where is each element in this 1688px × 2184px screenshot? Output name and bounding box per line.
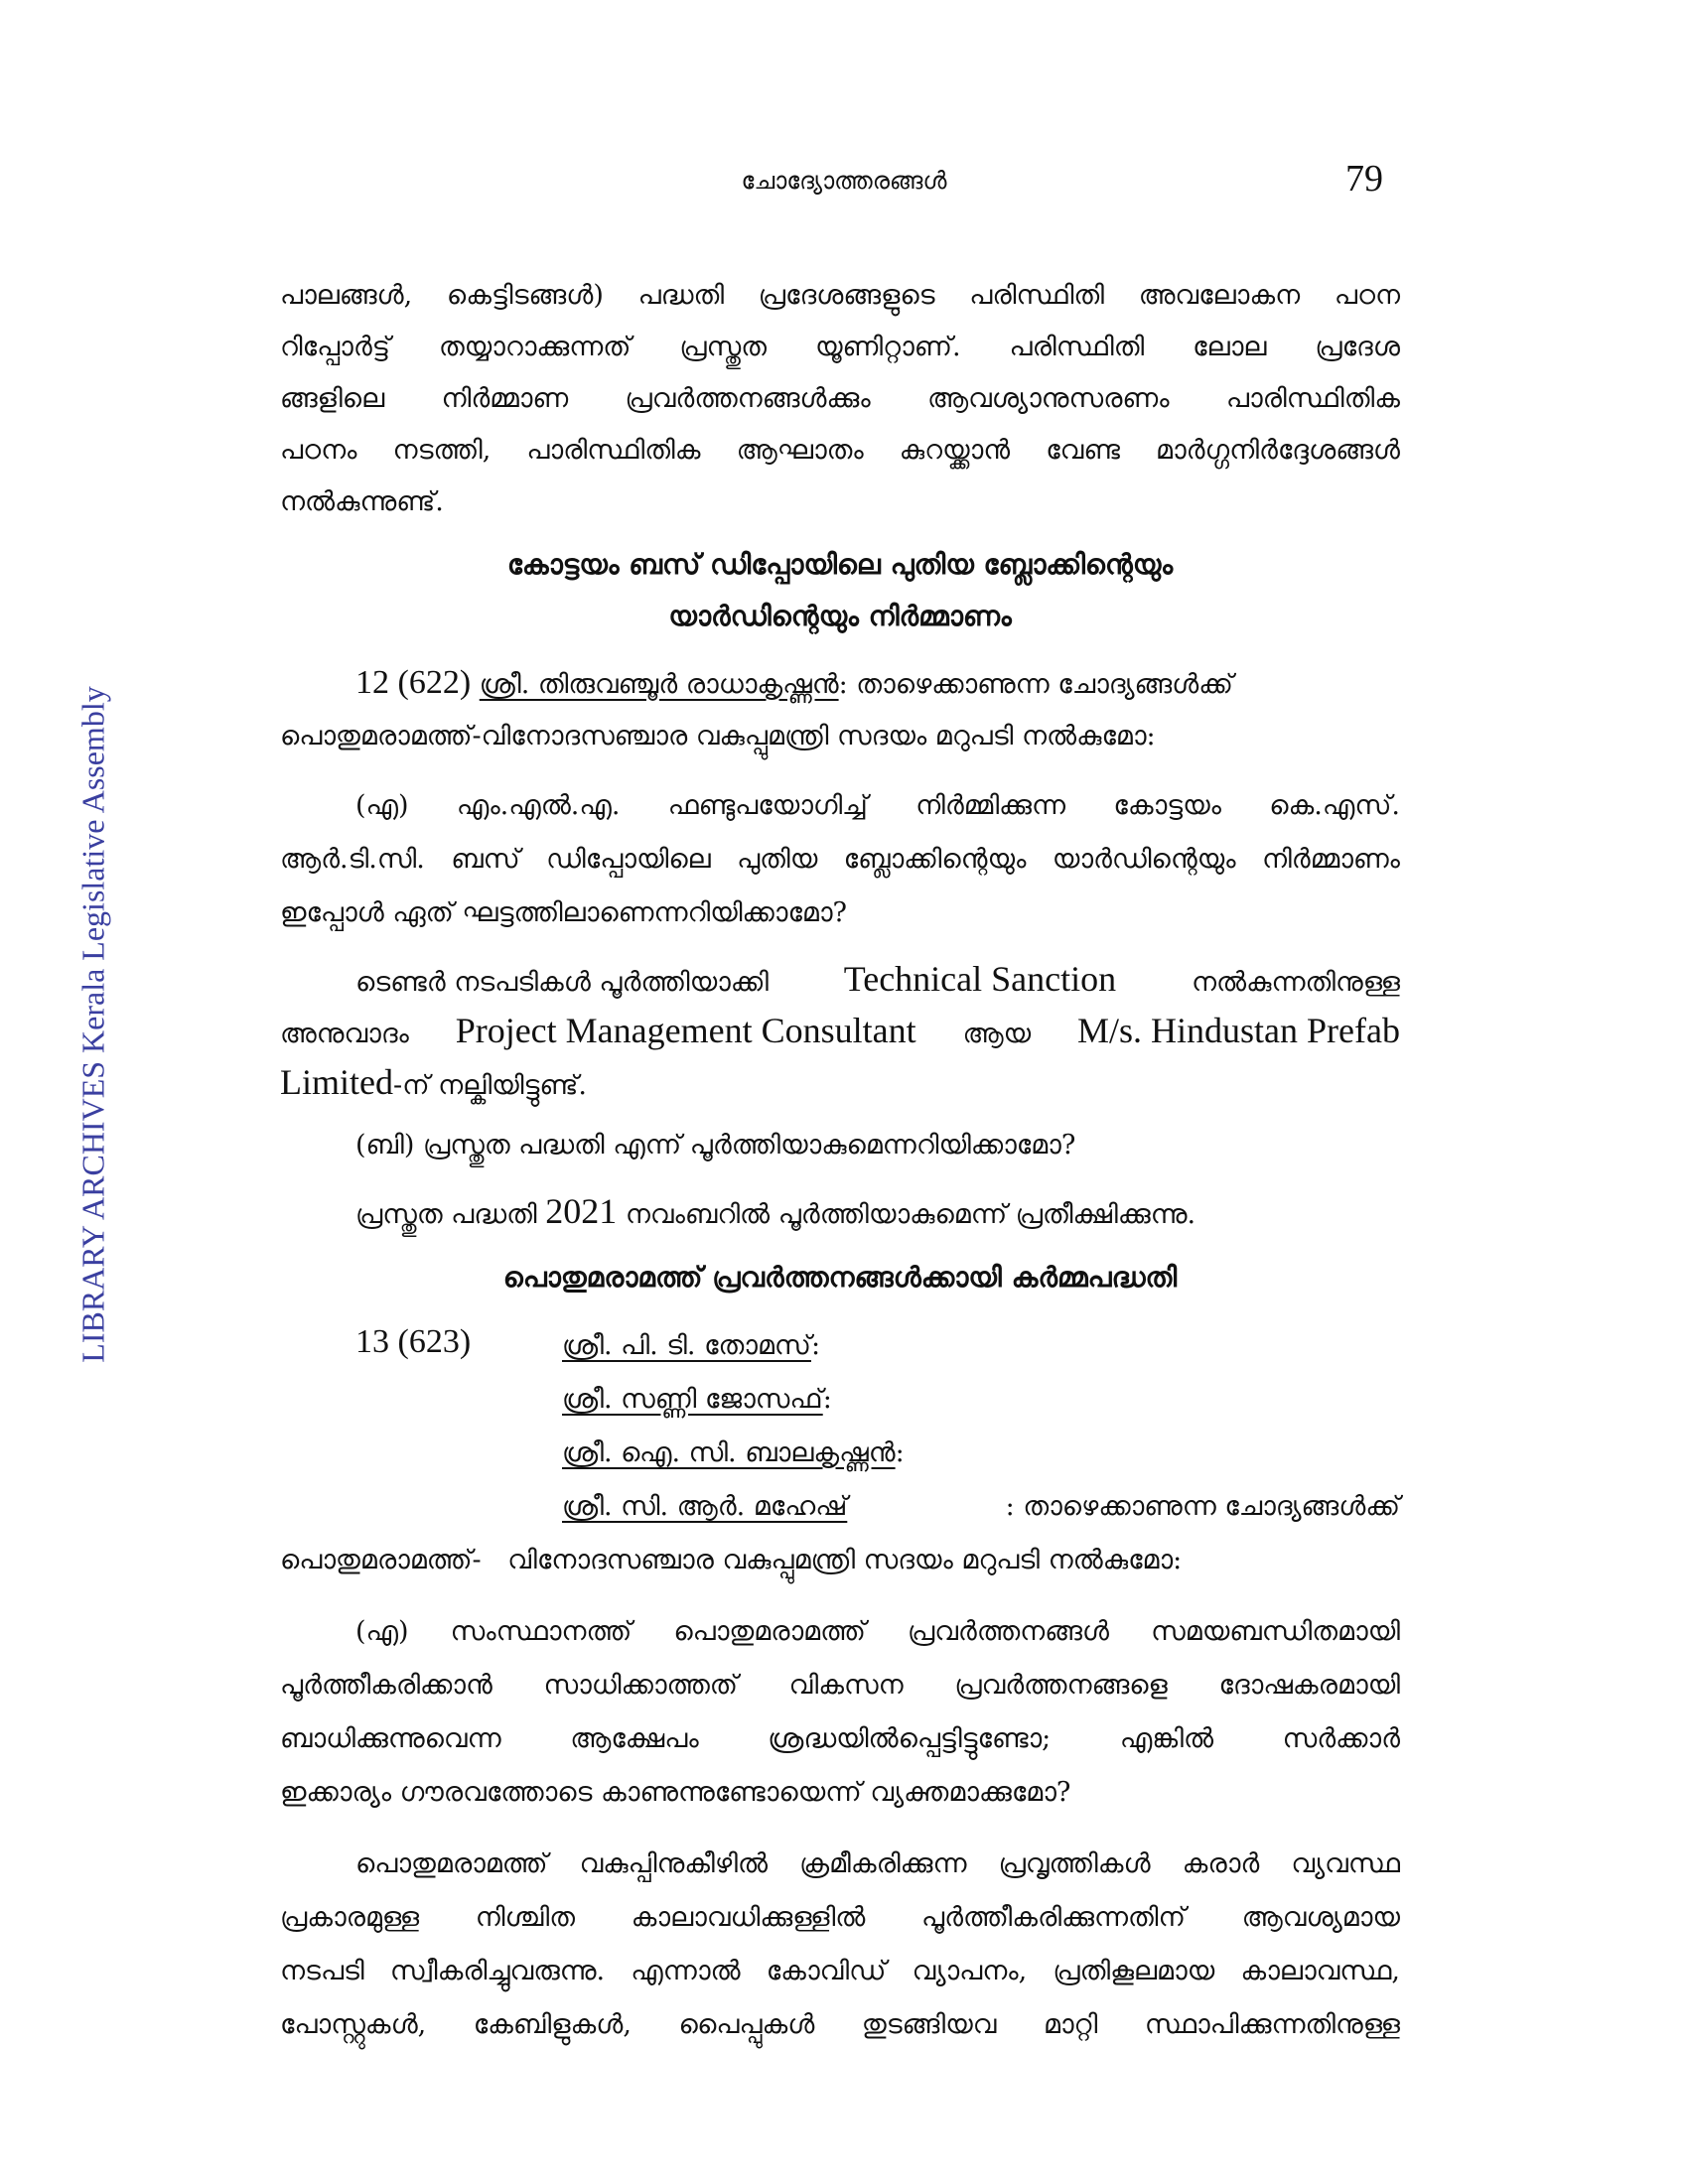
intro-line: പഠനം നടത്തി, പാരിസ്ഥിതിക ആഘാതം കുറയ്ക്കാൻ വേണ്ട മാർഗ്ഗനിർദ്ദേശങ്ങൾ: [280, 435, 1400, 466]
library-archives-watermark: LIBRARY ARCHIVES Kerala Legislative Assembly: [74, 686, 111, 1363]
member-line: [562, 1433, 1400, 1473]
question-a-line: ഇപ്പോൾ ഏത് ഘട്ടത്തിലാണെന്നറിയിക്കാമോ?: [280, 897, 847, 928]
question-b: (ബി) പ്രസ്തുത പദ്ധതി എന്ന് പൂർത്തിയാകുമെന്നറിയിക്കാമോ?: [355, 1130, 1076, 1160]
question-intro-text: : താഴെക്കാണുന്ന ചോദ്യങ്ങൾക്ക്: [838, 669, 1233, 700]
answer-a-line: പൊതുമരാമത്ത് വകുപ്പിനുകീഴിൽ ക്രമീകരിക്കുന്ന പ്രവൃത്തികൾ കരാർ വ്യവസ്ഥ: [355, 1848, 1400, 1879]
question-intro-text: വിനോദസഞ്ചാര വകുപ്പുമന്ത്രി സദയം മറുപടി നൽകുമോ:: [507, 1545, 1183, 1575]
page-number: 79: [1345, 158, 1383, 200]
answer-text: പ്രസ്തുത പദ്ധതി: [355, 1199, 537, 1230]
answer-text: ആയ: [962, 1019, 1032, 1049]
member-name: ശ്രീ. ഐ. സി. ബാലകൃഷ്ണൻ: [562, 1437, 896, 1468]
answer-text: Technical Sanction: [843, 959, 1117, 999]
question-a-line: (എ) എം.എൽ.എ. ഫണ്ടുപയോഗിച്ച് നിർമ്മിക്കുന്ന കോട്ടയം കെ.എസ്.: [355, 790, 1400, 821]
answer-a-line: [355, 959, 1400, 1003]
question-intro: [355, 663, 1400, 705]
answer-text: ടെണ്ടർ നടപടികൾ പൂർത്തിയാക്കി: [355, 967, 769, 998]
answer-a-line: [280, 1011, 1400, 1054]
member-name: ശ്രീ. തിരുവഞ്ചൂർ രാധാകൃഷ്ണൻ: [479, 669, 839, 700]
member-name: ശ്രീ. പി. ടി. തോമസ്: [562, 1330, 811, 1361]
answer-b: [355, 1191, 1400, 1235]
answer-text: Project Management Consultant: [455, 1011, 916, 1050]
intro-line: നൽകുന്നുണ്ട്.: [280, 486, 444, 517]
question-intro-text: : താഴെക്കാണുന്ന ചോദ്യങ്ങൾക്ക്: [1005, 1491, 1400, 1522]
member-line: [562, 1326, 1400, 1366]
page-header-title: ചോദ്യോത്തരങ്ങൾ: [741, 167, 947, 195]
answer-a-line: പ്രകാരമുള്ള നിശ്ചിത കാലാവധിക്കുള്ളിൽ പൂർത്തീകരിക്കുന്നതിന് ആവശ്യമായ: [280, 1902, 1400, 1933]
answer-a-line: [280, 1062, 1400, 1106]
member-colon: :: [810, 1330, 821, 1361]
section-heading: യാർഡിന്റെയും നിർമ്മാണം: [668, 600, 1012, 632]
answer-text: അനുവാദം: [280, 1019, 409, 1049]
answer-text: M/s. Hindustan Prefab: [1077, 1011, 1400, 1050]
question-intro-line: പൊതുമരാമത്ത്-വിനോദസഞ്ചാര വകുപ്പുമന്ത്രി സദയം മറുപടി നൽകുമോ:: [280, 721, 1156, 751]
intro-line: പാലങ്ങൾ, കെട്ടിടങ്ങൾ) പദ്ധതി പ്രദേശങ്ങളുടെ പരിസ്ഥിതി അവലോകന പഠന: [280, 280, 1400, 311]
question-a-line: ആർ.ടി.സി. ബസ് ഡിപ്പോയിലെ പുതിയ ബ്ലോക്കിന്റെയും യാർഡിന്റെയും നിർമ്മാണം: [280, 844, 1400, 875]
question-intro-text: പൊതുമരാമത്ത്-: [280, 1545, 482, 1575]
answer-text: -ന് നല്കിയിട്ടുണ്ട്.: [392, 1070, 587, 1101]
member-line: [562, 1380, 1400, 1420]
member-name: ശ്രീ. സി. ആർ. മഹേഷ്: [562, 1491, 848, 1522]
intro-line: ങ്ങളിലെ നിർമ്മാണ പ്രവർത്തനങ്ങൾക്കും ആവശ്യാനുസരണം പാരിസ്ഥിതിക: [280, 383, 1400, 414]
answer-text: നവംബറിൽ പൂർത്തിയാകുമെന്ന് പ്രതീക്ഷിക്കുന്നു.: [625, 1199, 1196, 1230]
member-line: [562, 1487, 1400, 1527]
question-a-line: ബാധിക്കുന്നുവെന്ന ആക്ഷേപം ശ്രദ്ധയിൽപ്പെട്ടിട്ടുണ്ടോ; എങ്കിൽ സർക്കാർ: [280, 1723, 1400, 1754]
question-a-line: ഇക്കാര്യം ഗൗരവത്തോടെ കാണുന്നുണ്ടോയെന്ന് വ്യക്തമാക്കുമോ?: [280, 1777, 1071, 1808]
answer-text: നൽകുന്നതിനുള്ള: [1191, 967, 1400, 998]
section-heading: കോട്ടയം ബസ് ഡിപ്പോയിലെ പുതിയ ബ്ലോക്കിന്റെയും: [506, 548, 1174, 581]
question-intro-line: [280, 1541, 1400, 1580]
intro-line: റിപ്പോർട്ട് തയ്യാറാക്കുന്നത് പ്രസ്തുത യൂണിറ്റാണ്. പരിസ്ഥിതി ലോല പ്രദേശ: [280, 332, 1400, 362]
answer-year: 2021: [545, 1191, 618, 1231]
answer-a-line: നടപടി സ്വീകരിച്ചുവരുന്നു. എന്നാൽ കോവിഡ് വ്യാപനം, പ്രതികൂലമായ കാലാവസ്ഥ,: [280, 1956, 1400, 1986]
member-name: ശ്രീ. സണ്ണി ജോസഫ്: [562, 1384, 823, 1415]
question-a-line: പൂർത്തീകരിക്കാൻ സാധിക്കാത്തത് വികസന പ്രവർത്തനങ്ങളെ ദോഷകരമായി: [280, 1670, 1400, 1701]
answer-text: Limited: [280, 1062, 393, 1102]
member-colon: :: [822, 1384, 832, 1415]
question-a-line: (എ) സംസ്ഥാനത്ത് പൊതുമരാമത്ത് പ്രവർത്തനങ്ങൾ സമയബന്ധിതമായി: [355, 1616, 1400, 1647]
question-number: 12 (622): [355, 664, 472, 701]
member-colon: :: [895, 1437, 905, 1468]
answer-a-line: പോസ്റ്റുകൾ, കേബിളുകൾ, പൈപ്പുകൾ തുടങ്ങിയവ മാറ്റി സ്ഥാപിക്കുന്നതിനുള്ള: [280, 2009, 1400, 2040]
section-heading: പൊതുമരാമത്ത് പ്രവർത്തനങ്ങൾക്കായി കർമ്മപദ്ധതി: [502, 1261, 1178, 1294]
question-number: 13 (623): [355, 1323, 472, 1360]
